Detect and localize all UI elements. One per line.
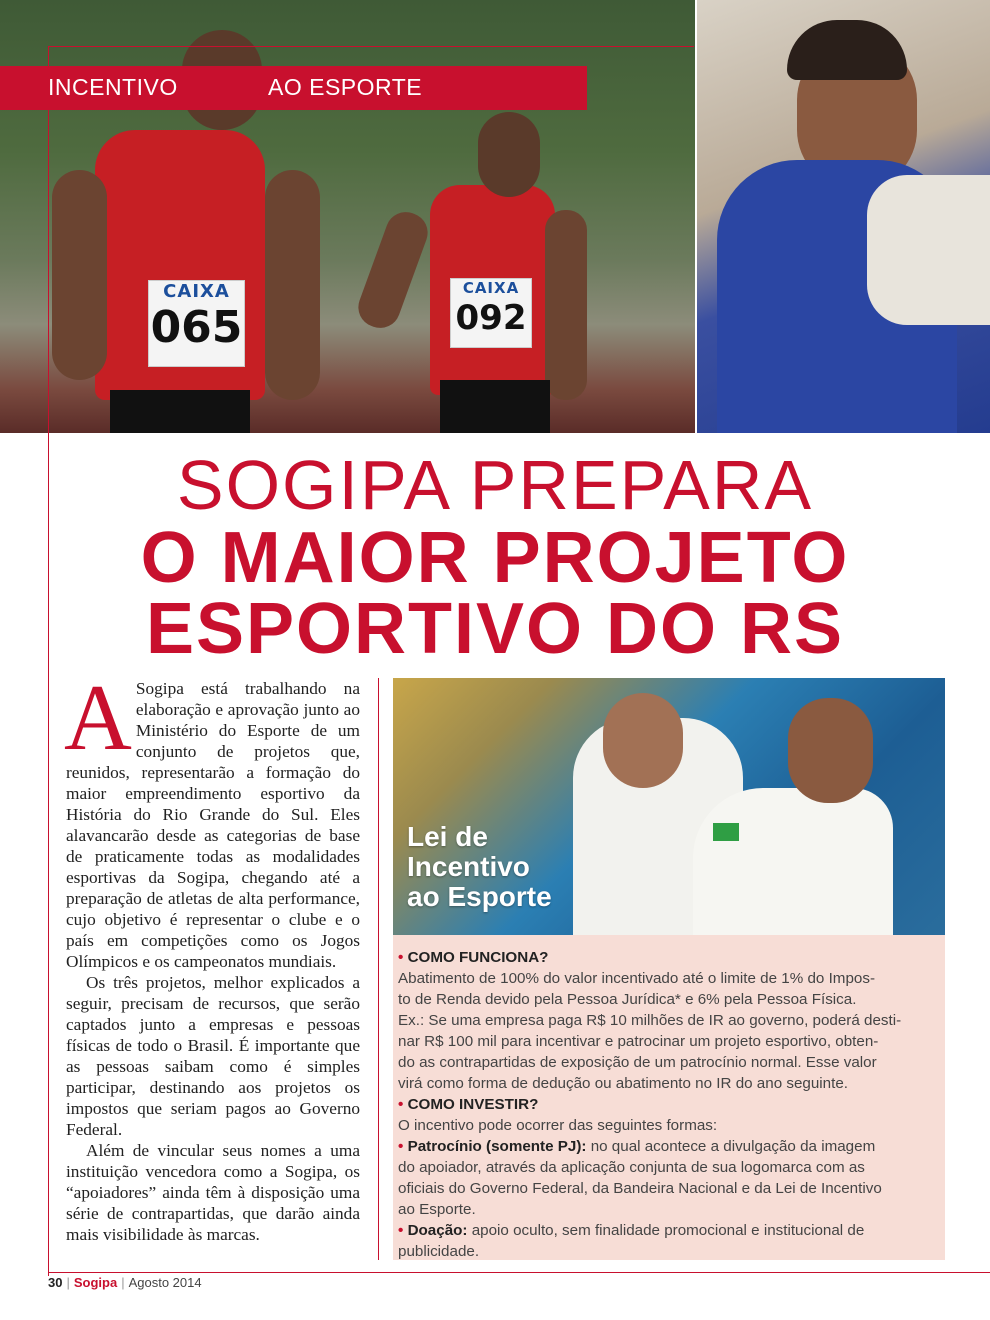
- info-line: O incentivo pode ocorrer das seguintes formas:: [398, 1117, 718, 1134]
- headline-line-3: ESPORTIVO DO RS: [145, 589, 845, 669]
- publication-name: Sogipa: [73, 1275, 118, 1290]
- info-line: Abatimento de 100% do valor incentivado até o limite de 1% do Impos-: [398, 970, 875, 987]
- footer-rule: [48, 1272, 990, 1273]
- info-line: do as contrapartidas de exposição de um patrocínio normal. Esse valor: [398, 1054, 877, 1071]
- info-line: oficiais do Governo Federal, da Bandeira Nacional e da Lei de Incentivo: [398, 1180, 882, 1197]
- issue-date: Agosto 2014: [128, 1275, 202, 1290]
- paragraph: Além de vincular seus nomes a uma instituição vencedora como a Sogipa, os “apoiadores” ainda têm à disposição uma série de contrapartidas, que darão ainda mais visibilidade às marcas.: [66, 1141, 360, 1244]
- info-line: Ex.: Se uma empresa paga R$ 10 milhões de IR ao governo, poderá desti-: [398, 1012, 902, 1029]
- judoka-photo: [697, 0, 990, 433]
- race-bib: CAIXA 092: [450, 278, 532, 348]
- page-number: 30: [48, 1275, 63, 1290]
- paragraph: Os três projetos, melhor explicados a seguir, precisam de recursos, que serão captados junto a empresas e pessoas físicas de todo o Brasil. É importante que as pessoas saibam como é simples participar, destinando aos projetos os impostos que seriam pagos ao Governo Federal.: [66, 973, 360, 1139]
- top-photo: [0, 0, 990, 433]
- athletes-photo: [0, 0, 695, 433]
- info-line: publicidade.: [398, 1243, 480, 1260]
- frame-line: [48, 46, 694, 47]
- drop-cap: A: [64, 666, 132, 770]
- section-label: AO ESPORTE: [268, 74, 423, 100]
- section-heading: • COMO INVESTIR?: [398, 1096, 539, 1113]
- sidebar-title: Lei de Incentivo ao Esporte: [407, 821, 552, 912]
- info-line: virá como forma de dedução ou abatimento no IR do ano seguinte.: [398, 1075, 849, 1092]
- section-heading: • COMO FUNCIONA?: [398, 949, 549, 966]
- info-line: do apoiador, através da aplicação conjunta de sua logomarca com as: [398, 1159, 865, 1176]
- info-line: • Doação: apoio oculto, sem finalidade promocional e institucional de: [398, 1222, 865, 1239]
- info-line: ao Esporte.: [398, 1201, 476, 1218]
- info-line: nar R$ 100 mil para incentivar e patrocinar um projeto esportivo, obten-: [398, 1033, 879, 1050]
- headline-line-1: SOGIPA PREPARA: [176, 446, 814, 524]
- info-text: [398, 947, 918, 1262]
- article-body: [64, 666, 360, 1245]
- race-bib: CAIXA 065: [148, 280, 245, 367]
- headline-line-2: O MAIOR PROJETO: [140, 518, 850, 598]
- column-divider: [378, 678, 379, 1260]
- info-line: to de Renda devido pela Pessoa Jurídica* e 6% pela Pessoa Física.: [398, 991, 857, 1008]
- info-line: • Patrocínio (somente PJ): no qual acontece a divulgação da imagem: [398, 1138, 876, 1155]
- section-label: INCENTIVO: [48, 74, 178, 100]
- paragraph: A Sogipa está trabalhando na elaboração e aprovação junto ao Ministério do Esporte de um conjunto de projetos que, reunidos, representarão a formação do maior empreendimento esportivo da História do Rio Grande do Sul. Eles alavancarão desde as categorias de base de praticamente todas as modalidades esportivas da Sogipa, chegando até a preparação de atletas de alta performance, cujo objetivo é representar o clube e o país em competições como os Jogos Olímpicos e os campeonatos mundiais.: [64, 666, 360, 971]
- page-footer: 30 | Sogipa | Agosto 2014: [48, 1275, 202, 1290]
